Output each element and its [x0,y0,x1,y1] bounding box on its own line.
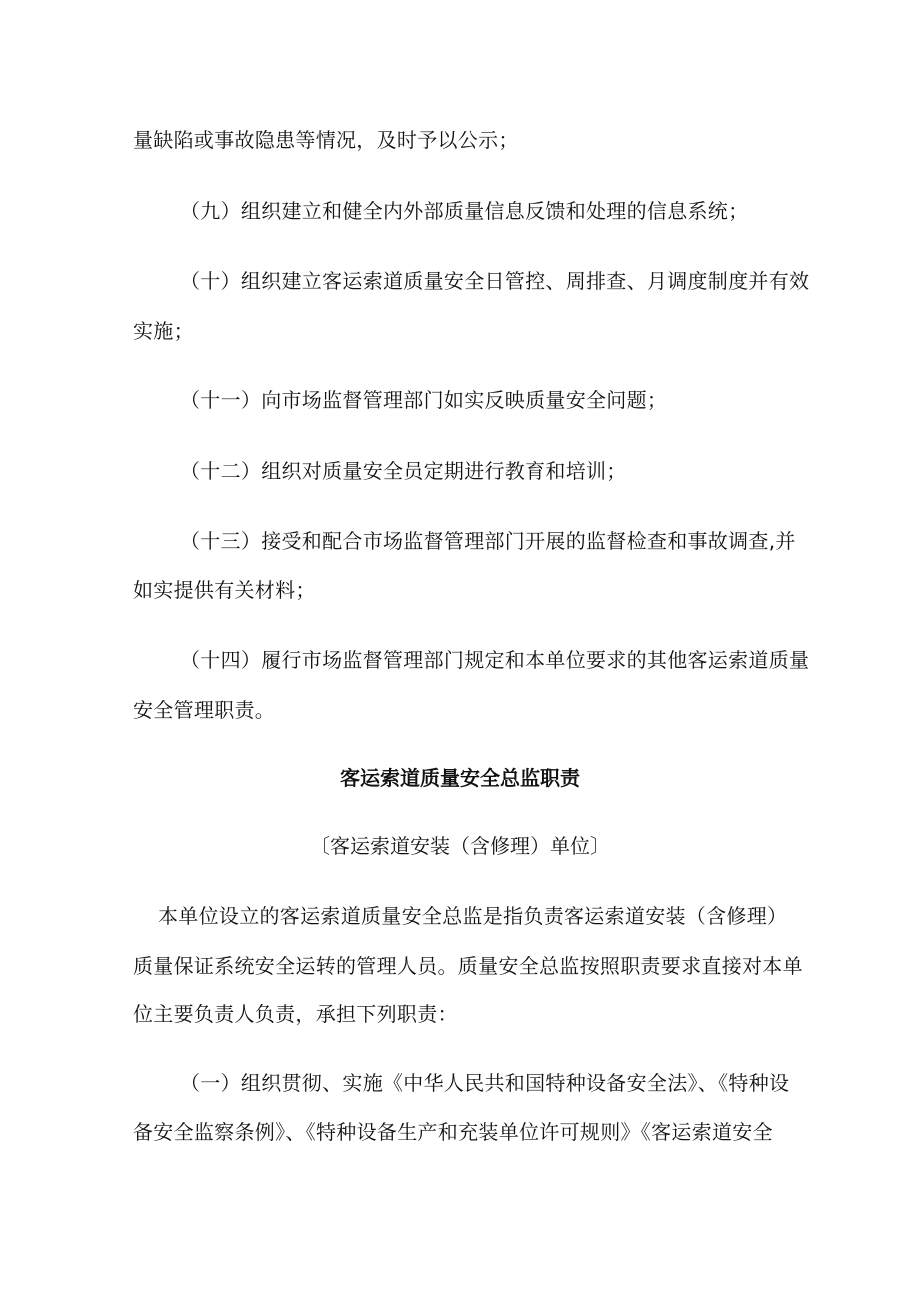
section-title: 客运索道质量安全总监职责 [340,766,580,790]
text-line: （一）组织贯彻、实施《中华人民共和国特种设备安全法》、《特种设 [180,1071,790,1095]
text-line: 质量保证系统安全运转的管理人员。质量安全总监按照职责要求直接对本单 [133,954,803,978]
text-line: （十）组织建立客运索道质量安全日管控、周排查、月调度制度并有效 [180,269,810,293]
text-line: （十四）履行市场监督管理部门规定和本单位要求的其他客运索道质量 [180,648,810,672]
section-subtitle: 〔客运索道安装（含修理）单位〕 [310,834,610,858]
text-line: （九）组织建立和健全内外部质量信息反馈和处理的信息系统； [180,199,749,223]
text-line: 备安全监察条例》、《特种设备生产和充装单位许可规则》《客运索道安全 [133,1120,773,1144]
text-line: 实施； [133,319,194,343]
text-line: 位主要负责人负责，承担下列职责： [133,1002,458,1026]
text-line: 本单位设立的客运索道质量安全总监是指负责客运索道安装（含修理） [158,904,788,928]
text-line: 量缺陷或事故隐患等情况，及时予以公示； [133,128,519,152]
text-line: （十一）向市场监督管理部门如实反映质量安全问题； [180,388,668,412]
text-line: 安全管理职责。 [133,698,276,722]
text-line: （十三）接受和配合市场监督管理部门开展的监督检查和事故调查,并 [180,529,796,553]
text-line: 如实提供有关材料； [133,578,316,602]
text-line: （十二）组织对质量安全员定期进行教育和培训； [180,459,627,483]
